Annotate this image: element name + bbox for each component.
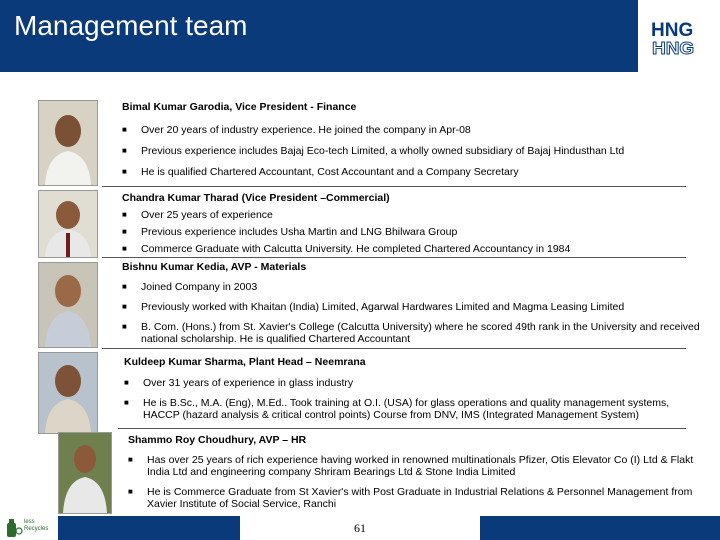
square-bullet-icon: ■ [122, 282, 127, 291]
square-bullet-icon: ■ [122, 302, 127, 311]
section-divider [102, 186, 686, 187]
bullet-item: ■ Previously worked with Khaitan (India) Limited, Agarwal Hardwares Limited and Magma Leasing Limited [122, 301, 625, 313]
member-name: Bishnu Kumar Kedia, AVP - Materials [122, 261, 307, 273]
footer-logo-line2: Recycles [24, 526, 49, 532]
photo-chandra [38, 190, 98, 258]
section-divider [102, 257, 686, 258]
square-bullet-icon: ■ [128, 455, 133, 464]
section-divider [118, 428, 686, 429]
title-banner [0, 0, 638, 72]
member-name: Chandra Kumar Tharad (Vice President –Commercial) [122, 192, 390, 204]
footer-logo-line1: less [24, 519, 35, 525]
bullet-item: ■ Previous experience includes Usha Martin and LNG Bhilwara Group [122, 226, 458, 238]
member-name: Kuldeep Kumar Sharma, Plant Head – Neemrana [124, 356, 366, 368]
bullet-item: ■ He is B.Sc., M.A. (Eng), M.Ed.. Took training at O.I. (USA) for glass operations and quality management systems, HACCP (hazard analysis & critical control points) Course from DNV, IMS (Integrated Management System) [124, 397, 670, 421]
logo-wordmark-reflection: HNG [652, 38, 695, 58]
square-bullet-icon: ■ [124, 398, 129, 407]
page-number-box [240, 516, 480, 540]
bullet-item: ■ He is Commerce Graduate from St Xavier's with Post Graduate in Industrial Relations & Personnel Management from Xavier Institute of Social Service, Ranchi [128, 486, 693, 510]
square-bullet-icon: ■ [122, 244, 127, 253]
bullet-item: ■ Previous experience includes Bajaj Eco-tech Limited, a wholly owned subsidiary of Bajaj Hindusthan Ltd [122, 145, 625, 157]
bullet-item: ■ Joined Company in 2003 [122, 281, 258, 293]
bullet-item: ■ He is qualified Chartered Accountant, Cost Accountant and a Company Secretary [122, 166, 519, 178]
square-bullet-icon: ■ [122, 227, 127, 236]
bullet-item: ■ Commerce Graduate with Calcutta University. He completed Chartered Accountancy in 1984 [122, 243, 571, 255]
bullet-item: ■ Over 25 years of experience [122, 209, 273, 221]
bullet-item: ■ Over 31 years of experience in glass industry [124, 377, 354, 389]
logo-wordmark: HNG [651, 20, 694, 41]
section-divider [102, 348, 686, 349]
photo-kuldeep [38, 352, 98, 434]
page-title: Management team [14, 10, 248, 41]
recycle-logo [0, 516, 58, 540]
bullet-item: ■ B. Com. (Hons.) from St. Xavier's College (Calcutta University) where he scored 49th rank in the University and received national scholarship. He is qualified Chartered Accountant [122, 321, 700, 345]
square-bullet-icon: ■ [122, 125, 127, 134]
member-name: Shammo Roy Choudhury, AVP – HR [128, 434, 307, 446]
company-logo [638, 0, 720, 72]
photo-bishnu [38, 262, 98, 348]
square-bullet-icon: ■ [124, 378, 129, 387]
photo-bimal [38, 100, 98, 186]
square-bullet-icon: ■ [122, 167, 127, 176]
page-number: 61 [354, 521, 366, 535]
square-bullet-icon: ■ [122, 210, 127, 219]
bullet-item: ■ Over 20 years of industry experience. He joined the company in Apr-08 [122, 124, 471, 136]
recycle-bottle-icon [2, 517, 24, 539]
hng-logo-icon [650, 18, 708, 58]
square-bullet-icon: ■ [122, 146, 127, 155]
member-name: Bimal Kumar Garodia, Vice President - Finance [122, 101, 357, 113]
square-bullet-icon: ■ [128, 487, 133, 496]
bullet-item: ■ Has over 25 years of rich experience having worked in renowned multinationals Pfizer, Otis Elevator Co (I) Ltd & Flakt India Ltd and engineering company Shriram Bearings Ltd & Stone India Limited [128, 454, 694, 478]
square-bullet-icon: ■ [122, 322, 127, 331]
photo-shammo [58, 432, 112, 514]
